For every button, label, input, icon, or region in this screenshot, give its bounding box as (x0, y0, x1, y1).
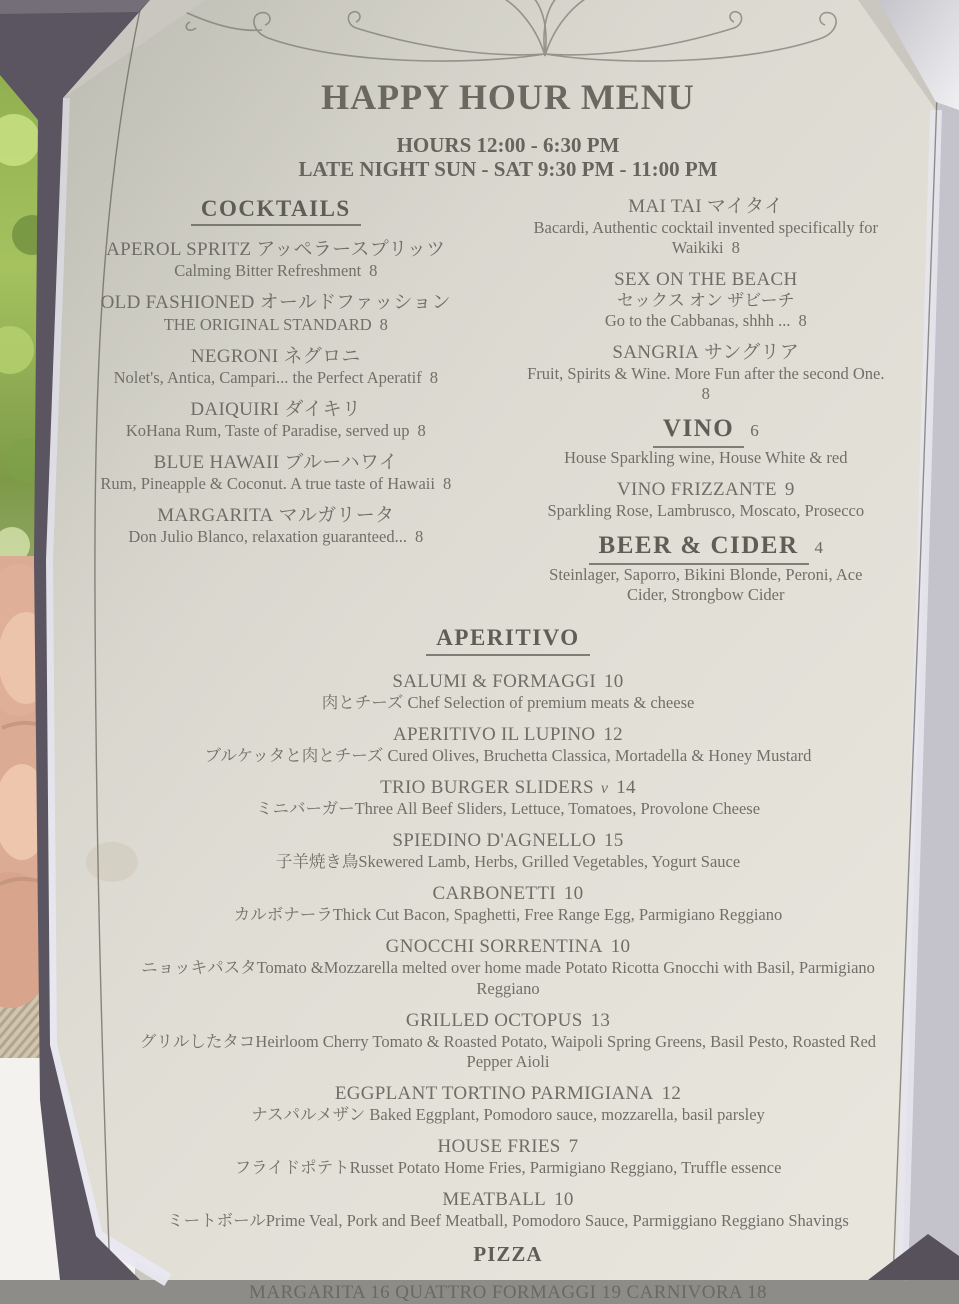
item-desc: Sparkling Rose, Lambrusco, Moscato, Prosecco (547, 501, 865, 521)
beer-cider-desc: Steinlager, Saporro, Bikini Blonde, Peroni, Ace Cider, Strongbow Cider (549, 564, 863, 605)
item-price: 8 (414, 527, 424, 547)
item-price: 7 (568, 1136, 579, 1158)
vino-desc: House Sparkling wine, House White & red (564, 447, 848, 467)
menu-item (78, 724, 938, 766)
item-name-jp: マイタイ (706, 195, 784, 217)
item-name: TRIO BURGER SLIDERS (380, 776, 594, 798)
aperitivo-items (78, 671, 938, 1232)
item-name-jp: ネグロニ (283, 345, 361, 367)
item-desc: グリルしたタコHeirloom Cherry Tomato & Roasted Potato, Waipoli Spring Greens, Basil Pesto, Roasted Red Pepper Aioli (139, 1031, 877, 1071)
item-name: GNOCCHI SORRENTINA (385, 936, 603, 958)
drinks-columns (78, 196, 938, 616)
menu-item (78, 399, 474, 441)
item-desc: Go to the Cabbanas, shhh ... (604, 310, 791, 330)
item-price: 8 (429, 367, 438, 387)
item-price: 15 (603, 830, 624, 852)
menu-item (78, 777, 938, 819)
menu-item (474, 269, 938, 331)
item-name: CARBONETTI (432, 883, 556, 905)
menu-item (78, 883, 938, 925)
item-desc: フライドポテトRusset Potato Home Fries, Parmigiano Reggiano, Truffle essence (234, 1158, 782, 1178)
cocktails-section (78, 196, 474, 616)
item-name: GRILLED OCTOPUS (405, 1009, 583, 1031)
item-desc: THE ORIGINAL STANDARD (163, 314, 372, 334)
item-price: 8 (701, 384, 710, 404)
menu-item (78, 505, 474, 547)
item-name: APEROL SPRITZ (106, 239, 252, 261)
item-desc: KoHana Rum, Taste of Paradise, served up (125, 420, 410, 440)
item-name: MEATBALL (442, 1189, 547, 1211)
item-desc: カルボナーラThick Cut Bacon, Spaghetti, Free Range Egg, Parmigiano Reggiano (233, 905, 783, 925)
item-desc: 子羊焼き鳥Skewered Lamb, Herbs, Grilled Vegetables, Yogurt Sauce (275, 852, 741, 872)
item-price: 8 (798, 310, 807, 330)
item-desc: 肉とチーズ Chef Selection of premium meats & cheese (321, 692, 695, 712)
hours-line: HOURS 12:00 - 6:30 PM (396, 132, 620, 157)
item-name: EGGPLANT TORTINO PARMIGIANA (334, 1082, 654, 1104)
item-price: 8 (442, 473, 452, 493)
item-price: 10 (563, 883, 584, 905)
beer-cider-heading: BEER & CIDER (589, 532, 809, 565)
menu-item (78, 1010, 938, 1072)
aperitivo-heading: APERITIVO (426, 625, 589, 655)
item-price: 12 (603, 723, 623, 745)
item-desc: ミニバーガーThree All Beef Sliders, Lettuce, Tomatoes, Provolone Cheese (255, 798, 761, 818)
item-desc: ニョッキパスタTomato &Mozzarella melted over home made Potato Ricotta Gnocchi with Basil, Parmigiano Reggiano (141, 958, 875, 998)
menu-item (78, 1189, 938, 1231)
item-price: 10 (554, 1189, 574, 1211)
pizza-items-line: MARGARITA 16 QUATTRO FORMAGGI 19 CARNIVORA 18 (249, 1282, 767, 1304)
item-name: NEGRONI (190, 345, 279, 367)
cocktails-items (78, 239, 474, 547)
menu-item (474, 196, 938, 258)
item-desc: Don Julio Blanco, relaxation guaranteed... (128, 527, 407, 547)
item-desc: Bacardi, Authentic cocktail invented specifically for Waikiki (533, 217, 879, 258)
vino-section (474, 415, 938, 468)
item-price: 8 (369, 261, 378, 281)
item-desc: ブルケッタと肉とチーズ Cured Olives, Bruchetta Classica, Mortadella & Honey Mustard (204, 745, 812, 765)
item-price: 10 (610, 936, 631, 958)
item-name-jp: セックス オン ザビーチ (616, 291, 795, 311)
item-price: 8 (417, 420, 426, 440)
menu-item (78, 936, 938, 998)
item-name: SPIEDINO D'AGNELLO (392, 830, 596, 852)
menu-item (78, 346, 474, 388)
item-price: 12 (661, 1082, 682, 1104)
pizza-section (78, 1242, 938, 1304)
item-name-jp: ブルーハワイ (284, 451, 398, 473)
item-name: MARGARITA (157, 505, 274, 527)
menu-item (78, 292, 474, 334)
item-desc: ナスパルメザン Baked Eggplant, Pomodoro sauce, mozzarella, basil parsley (251, 1104, 765, 1124)
item-desc: Nolet's, Antica, Campari... the Perfect Aperatif (113, 367, 422, 387)
item-name: DAIQUIRI (190, 398, 280, 420)
beer-cider-section (474, 532, 938, 605)
menu-item (78, 1083, 938, 1125)
menu-item (78, 830, 938, 872)
menu-item (78, 671, 938, 713)
item-name: BLUE HAWAII (153, 451, 280, 473)
item-marker: v (600, 779, 609, 797)
vino-heading: VINO (653, 415, 744, 448)
item-price: 9 (784, 479, 795, 501)
item-name: HOUSE FRIES (437, 1136, 561, 1158)
item-price: 14 (616, 776, 636, 798)
item-name-jp: アッペラースプリッツ (256, 239, 446, 261)
item-name-jp: マルガリータ (278, 505, 395, 527)
right-column (474, 196, 938, 616)
item-desc: ミートボールPrime Veal, Pork and Beef Meatball, Pomodoro Sauce, Parmiggiano Reggiano Shavings (167, 1211, 849, 1231)
item-desc: Calming Bitter Refreshment (174, 261, 362, 281)
item-name: VINO FRIZZANTE (616, 479, 777, 501)
aperitivo-section (78, 625, 938, 1231)
item-name: MAI TAI (628, 195, 702, 217)
page-title: HAPPY HOUR MENU (321, 77, 695, 117)
menu-page (78, 0, 938, 1304)
menu-item (78, 1136, 938, 1178)
menu-item (474, 342, 938, 404)
item-name: OLD FASHIONED (100, 292, 255, 314)
item-desc: Rum, Pineapple & Coconut. A true taste of Hawaii (100, 473, 435, 493)
item-price: 8 (379, 314, 388, 334)
item-name: APERITIVO IL LUPINO (393, 723, 596, 745)
item-price: 8 (731, 238, 740, 258)
item-name: SALUMI & FORMAGGI (392, 670, 596, 692)
menu-item (78, 239, 474, 281)
item-name-jp: サングリア (703, 341, 800, 363)
cocktails-heading: COCKTAILS (191, 196, 361, 226)
item-name: SANGRIA (612, 341, 699, 363)
item-price: 13 (590, 1009, 611, 1031)
beer-cider-price: 4 (814, 538, 824, 558)
menu-item (78, 452, 474, 494)
item-name: SEX ON THE BEACH (614, 269, 798, 291)
item-name-jp: オールドファッション (259, 292, 451, 314)
late-night-line: LATE NIGHT SUN - SAT 9:30 PM - 11:00 PM (298, 156, 718, 181)
vino-price: 6 (750, 421, 759, 441)
item-price: 10 (603, 670, 624, 692)
menu-item (474, 479, 938, 521)
item-name-jp: ダイキリ (284, 398, 362, 420)
item-desc: Fruit, Spirits & Wine. More Fun after the second One. (527, 363, 885, 383)
pizza-heading: PIZZA (473, 1242, 543, 1267)
